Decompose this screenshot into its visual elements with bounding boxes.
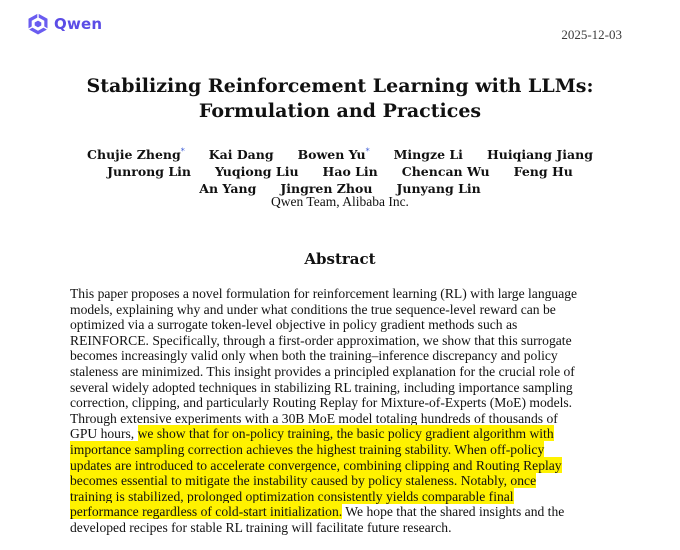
author: Jingren Zhou [280, 181, 373, 196]
author: An Yang [199, 181, 257, 196]
author: Chujie Zheng* [87, 146, 185, 162]
abstract-text-end: We hope that the shared insights and the developed recipes for stable RL training will facilitate future research. [70, 504, 565, 535]
brand-logo[interactable] [26, 12, 102, 36]
paper-title [60, 74, 620, 124]
author-row-1 [60, 146, 620, 163]
header [0, 0, 680, 60]
title-line-1: Stabilizing Reinforcement Learning with LLMs: [86, 75, 594, 97]
title-line-2: Formulation and Practices [198, 100, 482, 122]
author-list [60, 146, 620, 197]
equal-contribution-marker: * [180, 146, 185, 156]
qwen-logo-icon [26, 12, 50, 36]
abstract-text: This paper proposes a novel formulation for reinforcement learning (RL) with large language models, explaining why and under what conditions the true sequence-level reward can be optimized via a surrogate token-level objective in policy gradient methods such as REINFORCE. Specifically, through a first-order approximation, we show that this surrogate becomes increasingly valid only when both the training–inference discrepancy and policy staleness are minimized. This insight provides a principled explanation for the crucial role of several widely adopted techniques in stabilizing RL training, including importance sampling correction, clipping, and particularly Routing Replay for Mixture-of-Experts (MoE) models. Through extensive experiments with a 30B MoE model totaling hundreds of thousands of GPU hours, [70, 286, 578, 442]
author: Huiqiang Jiang [486, 147, 593, 162]
author: Mingze Li [393, 147, 463, 162]
author: Yuqiong Liu [214, 164, 299, 179]
author: Junrong Lin [107, 164, 191, 179]
author: Feng Hu [513, 164, 573, 179]
abstract-body [70, 286, 578, 536]
brand-name: Qwen [54, 15, 103, 33]
author: Chencan Wu [401, 164, 490, 179]
author: Hao Lin [322, 164, 378, 179]
equal-contribution-marker: * [365, 146, 370, 156]
author: Junyang Lin [396, 181, 481, 196]
publication-date: 2025-12-03 [561, 27, 622, 42]
author: Bowen Yu* [297, 146, 370, 162]
affiliation: Qwen Team, Alibaba Inc. [271, 194, 409, 209]
author-row-2 [60, 163, 620, 180]
abstract-heading: Abstract [304, 250, 376, 268]
highlighted-text: we show that for on-policy training, the basic policy gradient algorithm with importance sampling correction achieves the highest training stability. When off-policy updates are introduced to accelerate convergence, combining clipping and Routing Replay becomes essential to mitigate the instability caused by policy staleness. Notably, once training is stabilized, prolonged optimization consistently yields comparable final performance regardless of cold-start initialization. [70, 426, 562, 520]
author: Kai Dang [208, 147, 274, 162]
